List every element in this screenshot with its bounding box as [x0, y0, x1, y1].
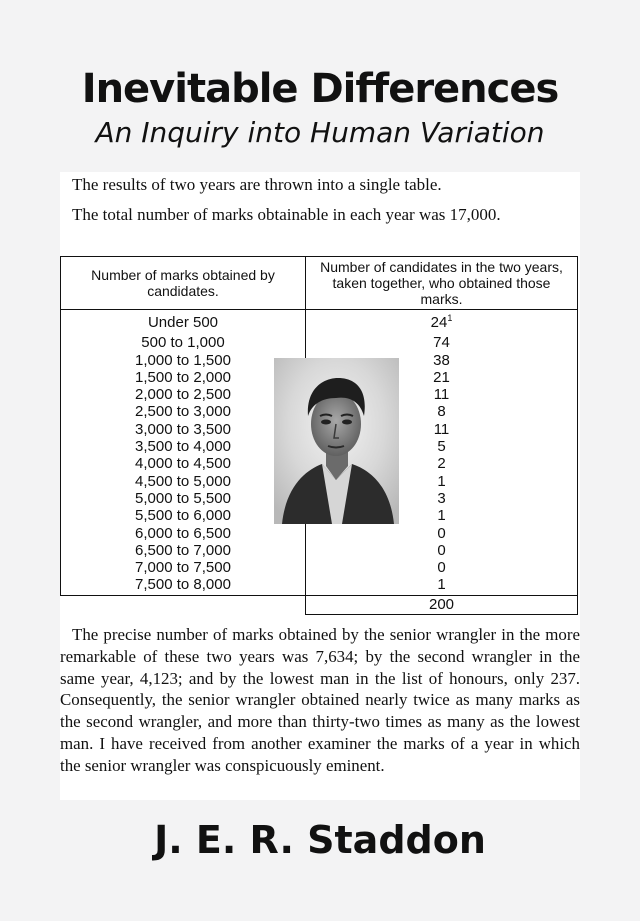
table-cell-count: 8: [437, 403, 446, 421]
intro-line-1: The results of two years are thrown into a single table.: [72, 175, 442, 194]
book-subtitle: An Inquiry into Human Variation: [95, 116, 545, 149]
table-cell-count: 0: [437, 541, 446, 559]
table-cell-count: $24^1$: [430, 313, 453, 331]
intro-line-2: The total number of marks obtainable in each year was 17,000.: [72, 205, 501, 224]
table-header-marks: Number of marks obtained by candidates.: [61, 257, 306, 310]
table-cell-range: Under 500: [147, 314, 219, 331]
table-cell-range: 3,000 to 3,500: [135, 420, 231, 438]
table-total: 200: [306, 595, 578, 614]
table-cell-range: 4,500 to 5,000: [135, 472, 231, 490]
table-cell-range: 2,500 to 3,000: [135, 403, 231, 421]
table-cell-count: 1: [437, 507, 446, 525]
table-cell-range: 1,500 to 2,000: [135, 368, 231, 386]
excerpt-paragraph: The precise number of marks obtained by the senior wrangler in the more remarkable of these two years was 7,634; by the second wrangler in the same year, 4,123; and by the lowest man in the list of honours, only 237. Consequently, the senior wrangler obtained nearly twice as many marks as the second wrangler, and more than thirty-two times as many as the lowest man. I have received from another examiner the marks of a year in which the senior wrangler was conspicuously eminent.: [60, 625, 580, 775]
book-title: Inevitable Differences: [81, 66, 559, 112]
table-cell-count: 74: [433, 334, 450, 352]
table-cell-range: 3,500 to 4,000: [135, 438, 231, 456]
table-cell-count: 0: [437, 559, 446, 577]
table-cell-range: 4,000 to 4,500: [135, 455, 231, 473]
table-cell-range: 6,000 to 6,500: [135, 524, 231, 542]
table-cell-count: 3: [437, 489, 446, 507]
table-cell-range: 6,500 to 7,000: [135, 541, 231, 559]
portrait-photo: [274, 358, 399, 524]
table-cell-range: 1,000 to 1,500: [135, 351, 231, 369]
table-cell-count: 1: [437, 576, 446, 594]
table-cell-range: 500 to 1,000: [141, 334, 225, 352]
author-name: J. E. R. Staddon: [154, 818, 486, 862]
footnote-marker: 1: [447, 313, 453, 323]
table-cell-range: 5,500 to 6,000: [135, 507, 231, 525]
marks-range-column: [61, 310, 306, 596]
table-cell-count: 21: [433, 368, 450, 386]
table-cell-count: 0: [437, 524, 446, 542]
table-header-candidates: Number of candidates in the two years, taken together, who obtained those marks.: [306, 257, 578, 310]
table-cell-count: 38: [433, 351, 450, 369]
table-cell-count: 11: [433, 420, 450, 438]
table-cell-count: 2: [437, 455, 446, 473]
table-cell-range: 7,500 to 8,000: [135, 576, 231, 594]
table-cell-count: 11: [433, 386, 450, 404]
table-cell-count: 1: [437, 472, 446, 490]
excerpt-page: [60, 172, 580, 800]
table-cell-range: 7,000 to 7,500: [135, 559, 231, 577]
table-cell-count: 5: [437, 438, 446, 456]
table-cell-range: 2,000 to 2,500: [135, 386, 231, 404]
table-cell-range: 5,000 to 5,500: [135, 489, 231, 507]
